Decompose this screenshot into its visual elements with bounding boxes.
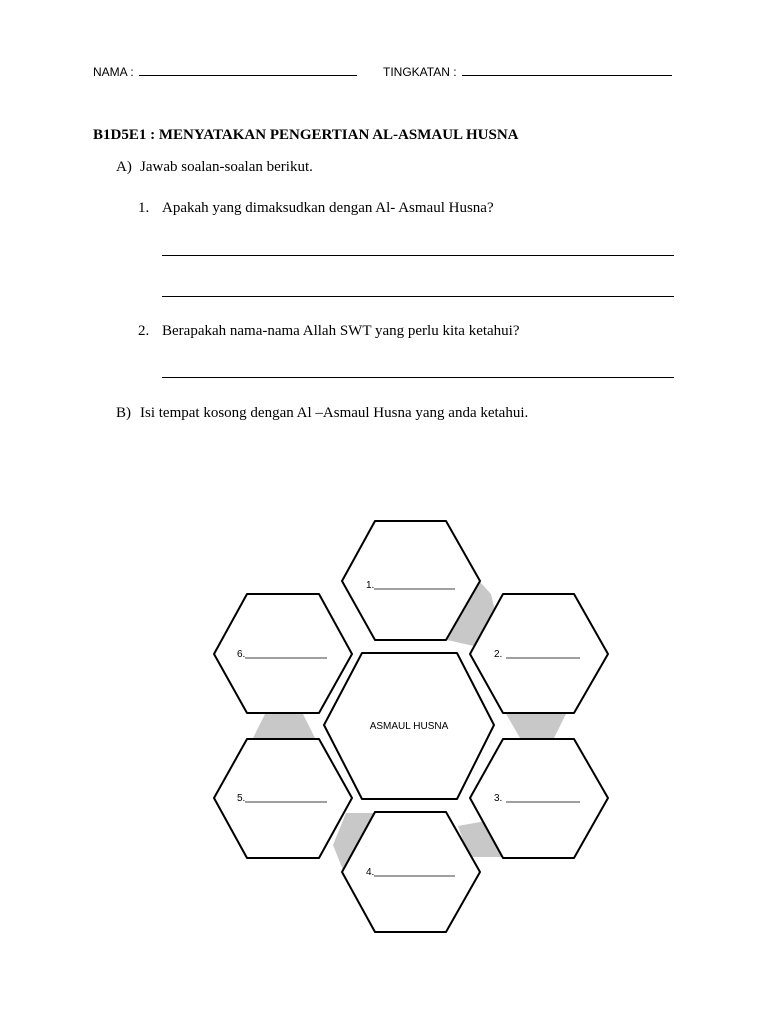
question-2-number: 2. bbox=[138, 323, 150, 339]
hexagon-slot-6[interactable] bbox=[214, 594, 352, 713]
question-1-text: Apakah yang dimaksudkan dengan Al- Asmaul Husna? bbox=[162, 200, 494, 216]
section-b-marker: B) bbox=[116, 405, 131, 421]
question-1-number: 1. bbox=[138, 200, 150, 216]
slot-6-number: 6. bbox=[237, 649, 246, 660]
center-label: ASMAUL HUSNA bbox=[369, 721, 449, 732]
class-label: TINGKATAN : bbox=[383, 65, 457, 79]
question-2-text: Berapakah nama-nama Allah SWT yang perlu kita ketahui? bbox=[162, 323, 520, 339]
section-a-marker: A) bbox=[116, 159, 132, 175]
slot-2-number: 2. bbox=[494, 649, 503, 660]
name-label: NAMA : bbox=[93, 65, 134, 79]
slot-4-number: 4. bbox=[366, 867, 375, 878]
section-a-text: Jawab soalan-soalan berikut. bbox=[140, 159, 313, 175]
slot-3-number: 3. bbox=[494, 793, 503, 804]
hexagon-slot-5[interactable] bbox=[214, 739, 352, 858]
connector-5-6 bbox=[253, 712, 315, 738]
worksheet-title: B1D5E1 : MENYATAKAN PENGERTIAN AL-ASMAUL HUSNA bbox=[93, 127, 519, 143]
section-b-text: Isi tempat kosong dengan Al –Asmaul Husna yang anda ketahui. bbox=[140, 405, 529, 421]
connector-2-3 bbox=[505, 712, 567, 738]
slot-5-number: 5. bbox=[237, 793, 246, 804]
slot-1-number: 1. bbox=[366, 580, 375, 591]
